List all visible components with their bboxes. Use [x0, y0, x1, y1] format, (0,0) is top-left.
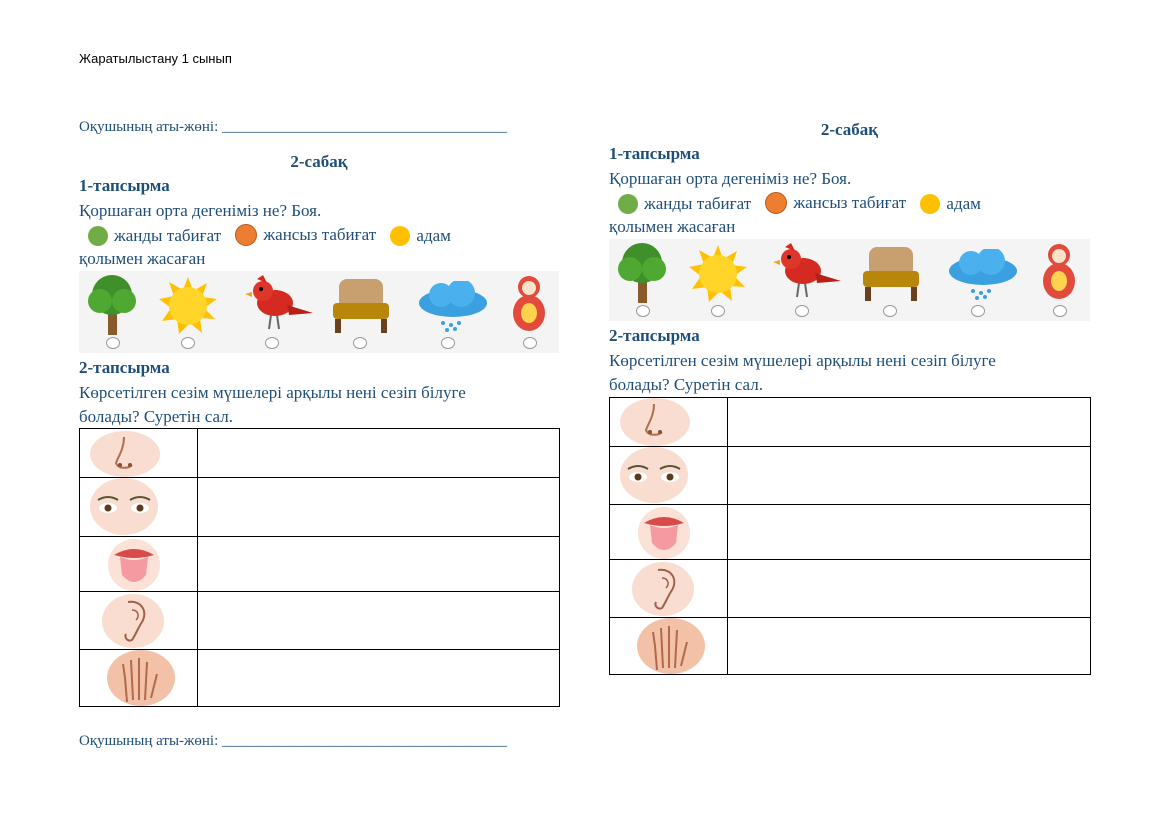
drawing-cell[interactable] — [198, 429, 560, 478]
yellow-dot-icon — [920, 194, 940, 214]
task2-question-line1: Көрсетілген сезім мүшелері арқылы нені сезіп білуге — [79, 383, 466, 402]
drawing-cell[interactable] — [198, 592, 560, 650]
senses-table — [79, 428, 560, 707]
organ-cell — [610, 618, 728, 675]
drawing-cell[interactable] — [198, 478, 560, 537]
radio-circle[interactable] — [106, 337, 120, 349]
radio-circle[interactable] — [441, 337, 455, 349]
legend-label-human: адам — [946, 194, 981, 213]
drawing-cell[interactable] — [728, 560, 1091, 618]
ear-icon — [102, 594, 164, 648]
organ-cell — [610, 505, 728, 560]
organ-cell — [80, 429, 198, 478]
drawing-cell[interactable] — [728, 398, 1091, 447]
radio-circle[interactable] — [265, 337, 279, 349]
tree-icon — [83, 273, 143, 337]
task1-question: Қоршаған орта дегеніміз не? Боя. — [79, 201, 322, 220]
radio-circle[interactable] — [353, 337, 367, 349]
bird-icon — [243, 273, 315, 337]
student-name-line-bottom: Оқушының аты-жөні: ______________________________________ — [79, 733, 508, 749]
radio-circle[interactable] — [636, 305, 650, 317]
eyes-icon — [90, 478, 158, 535]
radio-circle[interactable] — [711, 305, 725, 317]
task2-title: 2-тапсырма — [609, 326, 700, 345]
senses-table — [609, 397, 1091, 675]
cloud-icon — [413, 281, 491, 333]
legend-continuation: қолымен жасаған — [609, 217, 736, 236]
task1-title: 1-тапсырма — [79, 176, 170, 195]
drawing-cell[interactable] — [198, 537, 560, 592]
student-name-line: Оқушының аты-жөні: ______________________________________ — [79, 119, 508, 135]
doll-icon — [1041, 241, 1077, 301]
organ-cell — [80, 650, 198, 707]
pictures-strip — [79, 271, 559, 353]
drawing-cell[interactable] — [728, 505, 1091, 560]
task1-title: 1-тапсырма — [609, 144, 700, 163]
radio-circle[interactable] — [795, 305, 809, 317]
task1-question: Қоршаған орта дегеніміз не? Боя. — [609, 169, 852, 188]
eyes-icon — [620, 447, 688, 503]
bird-icon — [771, 241, 843, 305]
orange-dot-icon — [235, 224, 257, 246]
chair-icon — [859, 243, 923, 303]
green-dot-icon — [618, 194, 638, 214]
hand-icon — [107, 650, 175, 706]
drawing-cell[interactable] — [728, 447, 1091, 505]
task2-question-line1: Көрсетілген сезім мүшелері арқылы нені сезіп білуге — [609, 351, 996, 370]
radio-circle[interactable] — [523, 337, 537, 349]
legend-label-human: адам — [416, 226, 451, 245]
lesson-title: 2-сабақ — [820, 120, 879, 139]
legend-label-living: жанды табиғат — [114, 226, 222, 245]
hand-icon — [637, 618, 705, 674]
legend-label-nonliving: жансыз табиғат — [793, 193, 907, 212]
legend-continuation: қолымен жасаған — [79, 249, 206, 268]
pictures-strip — [609, 239, 1090, 321]
task2-question-line2: болады? Суретін сал. — [79, 407, 233, 426]
legend-label-nonliving: жансыз табиғат — [263, 225, 377, 244]
lesson-title: 2-сабақ — [290, 152, 348, 171]
organ-cell — [610, 447, 728, 505]
radio-circle[interactable] — [883, 305, 897, 317]
radio-circle[interactable] — [971, 305, 985, 317]
organ-cell — [610, 398, 728, 447]
organ-cell — [80, 592, 198, 650]
task2-question-line2: болады? Суретін сал. — [609, 375, 763, 394]
drawing-cell[interactable] — [728, 618, 1091, 675]
green-dot-icon — [88, 226, 108, 246]
legend-label-living: жанды табиғат — [644, 194, 752, 213]
tree-icon — [613, 241, 673, 305]
organ-cell — [610, 560, 728, 618]
chair-icon — [329, 275, 393, 335]
cloud-icon — [943, 249, 1021, 301]
tongue-icon — [638, 507, 690, 559]
tongue-icon — [108, 539, 160, 591]
nose-icon — [90, 431, 160, 477]
document-header: Жаратылыстану 1 сынып — [79, 51, 232, 66]
sun-icon — [687, 245, 749, 303]
yellow-dot-icon — [390, 226, 410, 246]
ear-icon — [632, 562, 694, 616]
nose-icon — [620, 398, 690, 446]
radio-circle[interactable] — [181, 337, 195, 349]
sun-icon — [157, 277, 219, 335]
orange-dot-icon — [765, 192, 787, 214]
doll-icon — [511, 273, 547, 333]
task2-title: 2-тапсырма — [79, 358, 170, 377]
radio-circle[interactable] — [1053, 305, 1067, 317]
organ-cell — [80, 537, 198, 592]
drawing-cell[interactable] — [198, 650, 560, 707]
organ-cell — [80, 478, 198, 537]
